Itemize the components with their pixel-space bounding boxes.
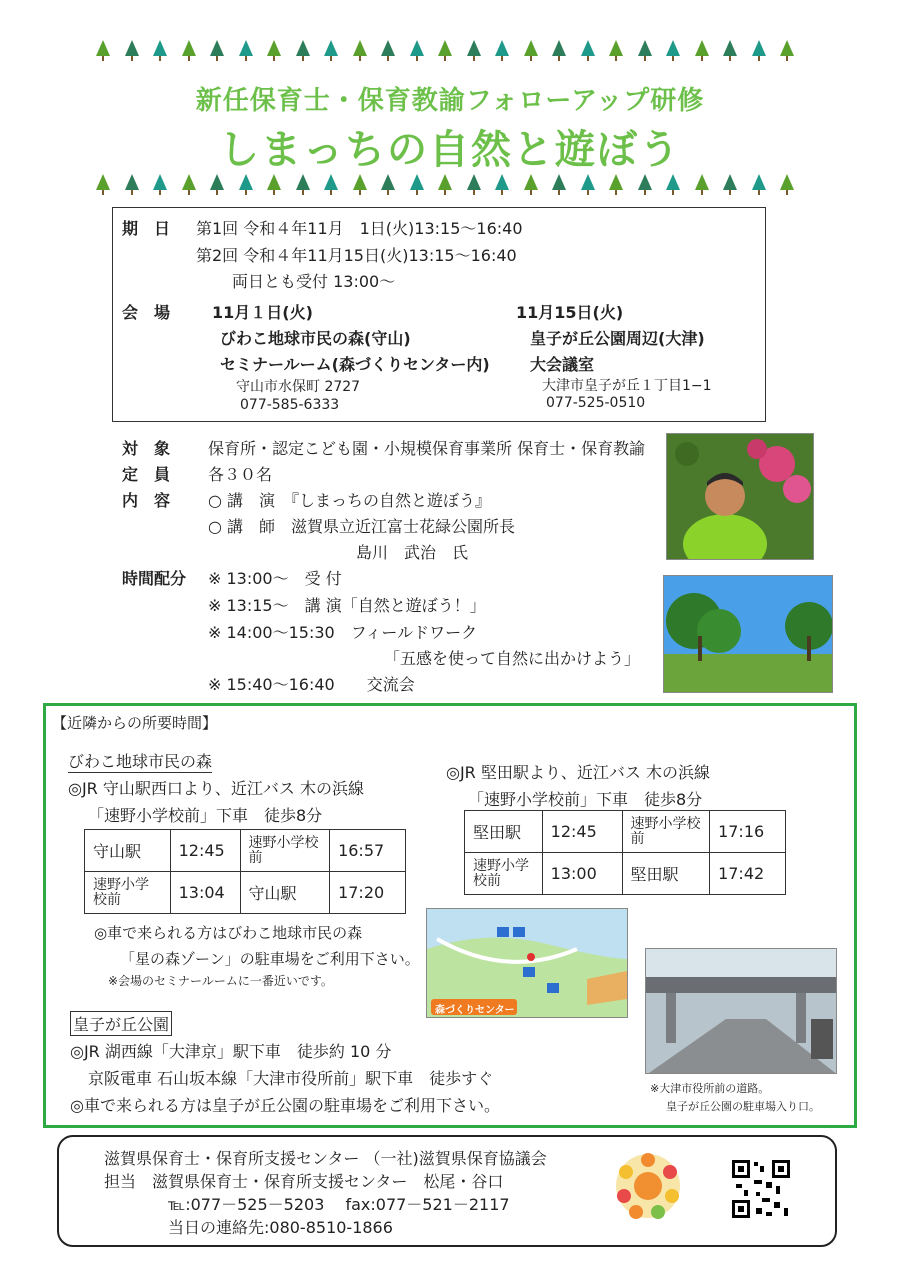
road-photo-caption-2: 皇子が丘公園の駐車場入り口。 xyxy=(666,1100,820,1113)
tree-icon xyxy=(153,174,167,190)
tree-icon xyxy=(182,174,196,190)
content-label: 内 容 xyxy=(122,491,171,510)
table-row xyxy=(465,853,786,895)
tree-icon xyxy=(552,174,566,190)
tree-icon xyxy=(581,40,595,56)
tree-icon xyxy=(324,174,338,190)
venue1-date: 11月１日(火) xyxy=(212,303,313,322)
venue-label: 会 場 xyxy=(122,303,171,322)
katata-route: ◎JR 堅田駅より、近江バス 木の浜線 xyxy=(446,763,710,782)
time-slot-1: ※ 13:00～ 受 付 xyxy=(208,569,342,588)
tree-icon xyxy=(410,40,424,56)
target-text: 保育所・認定こども園・小規模保育事業所 保育士・保育教諭 xyxy=(208,439,646,458)
tree-icon xyxy=(467,174,481,190)
tree-icon xyxy=(495,40,509,56)
venue1-name: びわこ地球市民の森(守山) xyxy=(220,329,411,348)
forest-map xyxy=(426,908,628,1018)
footer-tel-fax: ℡:077－525－5203 fax:077－521－2117 xyxy=(168,1195,510,1214)
table-cell: 堅田駅 xyxy=(465,811,543,853)
time-slot-3-sub: 「五感を使って自然に出かけよう」 xyxy=(384,649,641,668)
tree-icon xyxy=(182,40,196,56)
katata-timetable xyxy=(464,810,786,895)
table-cell: 12:45 xyxy=(542,811,622,853)
table-cell: 17:20 xyxy=(330,872,406,914)
table-row xyxy=(85,872,406,914)
table-cell: 速野小学校前 xyxy=(85,872,171,914)
tree-icon xyxy=(552,40,566,56)
tree-icon xyxy=(153,40,167,56)
tree-icon xyxy=(438,40,452,56)
tree-icon xyxy=(638,40,652,56)
event-title: しまっちの自然と遊ぼう xyxy=(219,127,681,173)
venue2-address: 大津市皇子が丘１丁目1−1 xyxy=(542,378,712,394)
table-cell: 13:00 xyxy=(542,853,622,895)
tree-icon xyxy=(296,174,310,190)
tree-icon xyxy=(609,174,623,190)
forest-bus-stop: 「速野小学校前」下車 徒歩8分 xyxy=(88,806,323,825)
tree-icon xyxy=(239,174,253,190)
tree-icon xyxy=(780,40,794,56)
tree-icon xyxy=(267,174,281,190)
forest-timetable xyxy=(84,829,406,914)
access-heading: 【近隣からの所要時間】 xyxy=(52,714,218,732)
table-cell: 速野小学校前 xyxy=(240,830,330,872)
tree-icon xyxy=(324,40,338,56)
lecture-text: ○ 講 演 『しまっちの自然と遊ぼう』 xyxy=(208,491,492,510)
table-cell: 守山駅 xyxy=(85,830,171,872)
session1: 第1回 令和４年11月 1日(火)13:15～16:40 xyxy=(196,219,523,238)
forest-route: ◎JR 守山駅西口より、近江バス 木の浜線 xyxy=(68,779,364,798)
time-slot-2: ※ 13:15～ 講 演「自然と遊ぼう！」 xyxy=(208,596,486,615)
time-slot-3: ※ 14:00～15:30 フィールドワーク xyxy=(208,623,478,642)
lecturer-name: 島川 武治 氏 xyxy=(356,543,469,562)
road-photo-caption: ※大津市役所前の道路。 xyxy=(650,1082,770,1095)
tree-icon xyxy=(267,40,281,56)
table-cell: 16:57 xyxy=(330,830,406,872)
forest-car-note: ◎車で来られる方はびわこ地球市民の森 xyxy=(94,924,363,942)
tree-icon xyxy=(666,174,680,190)
venue2-name: 皇子が丘公園周辺(大津) xyxy=(530,329,705,348)
venue1-address: 守山市水保町 2727 xyxy=(236,379,361,395)
katata-bus-stop: 「速野小学校前」下車 徒歩8分 xyxy=(468,790,703,809)
tree-row-bottom xyxy=(96,174,806,198)
table-cell: 12:45 xyxy=(170,830,240,872)
lecturer-text: ○ 講 師 滋賀県立近江富士花緑公園所長 xyxy=(208,517,516,536)
tree-row-top xyxy=(96,40,806,64)
table-cell: 速野小学校前 xyxy=(622,811,710,853)
tree-icon xyxy=(723,174,737,190)
tree-icon xyxy=(96,40,110,56)
oji-route-keihan: 京阪電車 石山坂本線「大津市役所前」駅下車 徒歩すぐ xyxy=(88,1069,494,1088)
lecturer-photo xyxy=(666,433,814,560)
table-cell: 13:04 xyxy=(170,872,240,914)
venue2-date: 11月15日(火) xyxy=(516,303,624,322)
oji-route-jr: ◎JR 湖西線「大津京」駅下車 徒歩約 10 分 xyxy=(70,1042,392,1061)
oji-car-note: ◎車で来られる方は皇子が丘公園の駐車場をご利用下さい。 xyxy=(70,1096,500,1115)
footer-contact: 担当 滋賀県保育士・保育所支援センター 松尾・谷口 xyxy=(104,1172,504,1191)
tree-icon xyxy=(752,40,766,56)
park-photo xyxy=(663,575,833,693)
table-cell: 守山駅 xyxy=(240,872,330,914)
tree-icon xyxy=(524,174,538,190)
oji-section-title: 皇子が丘公園 xyxy=(70,1011,172,1036)
organization-logo xyxy=(614,1152,682,1220)
table-cell: 堅田駅 xyxy=(622,853,710,895)
time-label: 時間配分 xyxy=(122,569,187,588)
target-label: 対 象 xyxy=(122,439,171,458)
capacity-label: 定 員 xyxy=(122,465,171,484)
venue1-room: セミナールーム(森づくりセンター内) xyxy=(220,355,490,374)
tree-icon xyxy=(695,174,709,190)
tree-icon xyxy=(609,40,623,56)
session2: 第2回 令和４年11月15日(火)13:15～16:40 xyxy=(196,246,517,265)
tree-icon xyxy=(125,174,139,190)
venue2-room: 大会議室 xyxy=(530,355,595,374)
tree-icon xyxy=(125,40,139,56)
tree-icon xyxy=(296,40,310,56)
reception-time: 両日とも受付 13:00～ xyxy=(232,272,396,291)
forest-section-title: びわこ地球市民の森 xyxy=(68,749,212,773)
tree-icon xyxy=(467,40,481,56)
tree-icon xyxy=(666,40,680,56)
tree-icon xyxy=(96,174,110,190)
table-row xyxy=(465,811,786,853)
date-label: 期 日 xyxy=(122,219,171,238)
tree-icon xyxy=(239,40,253,56)
road-photo xyxy=(645,948,837,1074)
event-subtitle: 新任保育士・保育教諭フォローアップ研修 xyxy=(195,86,705,116)
tree-icon xyxy=(638,174,652,190)
footer-org: 滋賀県保育士・保育所支援センター （一社)滋賀県保育協議会 xyxy=(104,1149,547,1168)
tree-icon xyxy=(581,174,595,190)
tree-icon xyxy=(723,40,737,56)
table-cell: 速野小学校前 xyxy=(465,853,543,895)
tree-icon xyxy=(695,40,709,56)
forest-car-note-2: 「星の森ゾーン」の駐車場をご利用下さい。 xyxy=(120,950,420,968)
table-cell: 17:42 xyxy=(710,853,786,895)
tree-icon xyxy=(410,174,424,190)
tree-icon xyxy=(210,174,224,190)
map-label: 森づくりセンター xyxy=(435,1005,515,1016)
tree-icon xyxy=(780,174,794,190)
tree-icon xyxy=(438,174,452,190)
tree-icon xyxy=(524,40,538,56)
qr-code xyxy=(730,1158,792,1220)
venue2-phone: 077-525-0510 xyxy=(546,395,646,411)
forest-parking-note: ※会場のセミナールームに一番近いです。 xyxy=(108,974,333,988)
tree-icon xyxy=(495,174,509,190)
footer-day-contact: 当日の連絡先:080-8510-1866 xyxy=(168,1218,393,1237)
tree-icon xyxy=(752,174,766,190)
tree-icon xyxy=(381,174,395,190)
venue1-phone: 077-585-6333 xyxy=(240,397,340,413)
time-slot-4: ※ 15:40～16:40 交流会 xyxy=(208,675,415,694)
tree-icon xyxy=(381,40,395,56)
tree-icon xyxy=(210,40,224,56)
tree-icon xyxy=(353,40,367,56)
tree-icon xyxy=(353,174,367,190)
capacity-text: 各３０名 xyxy=(208,465,273,484)
table-cell: 17:16 xyxy=(710,811,786,853)
table-row xyxy=(85,830,406,872)
